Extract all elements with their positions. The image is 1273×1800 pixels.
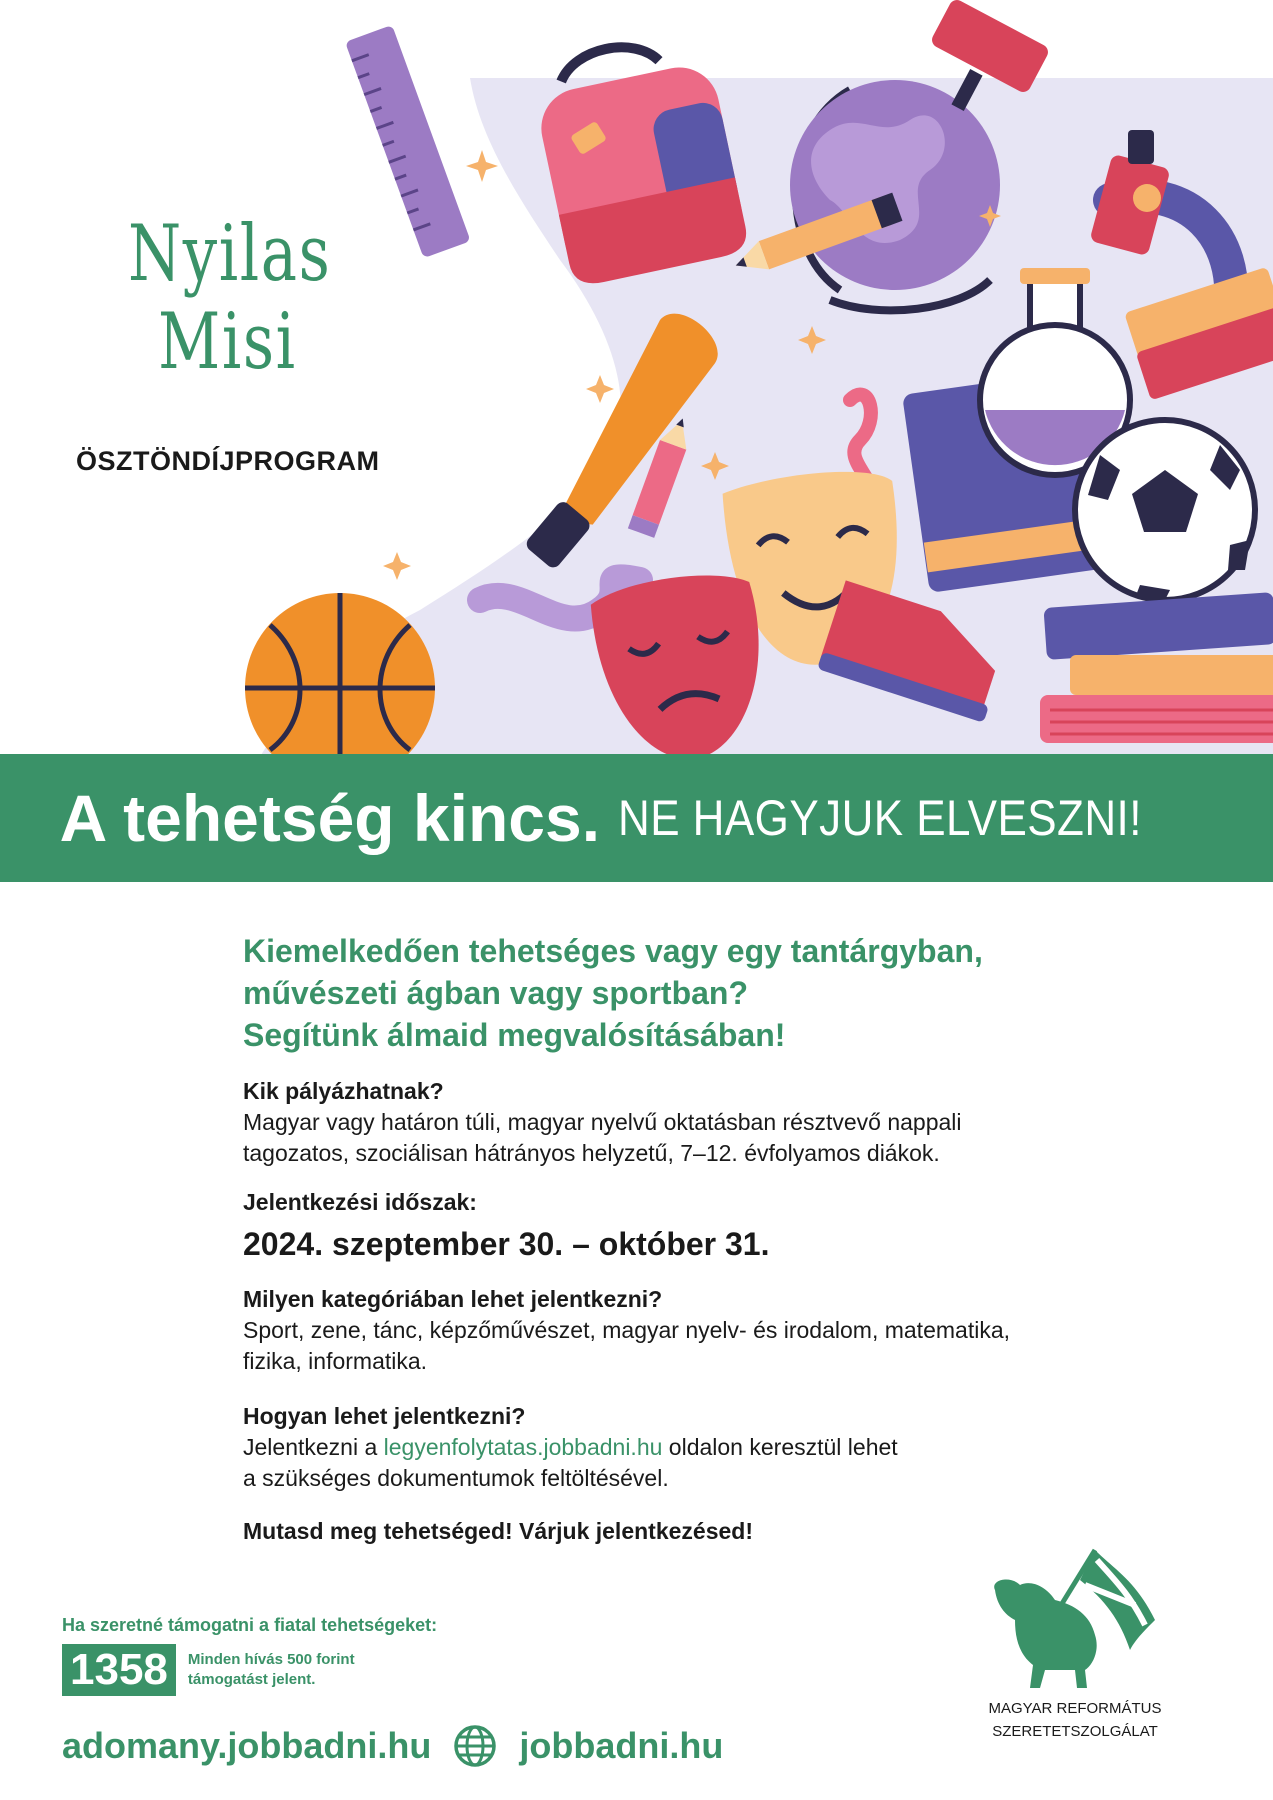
- website-links: [62, 1724, 723, 1768]
- donation-note: [188, 1650, 408, 1690]
- section-howto: [243, 1401, 1143, 1494]
- slogan-part1: A tehetség kincs.: [59, 781, 601, 855]
- section-categories: [243, 1284, 1143, 1377]
- period-date: 2024. szeptember 30. – október 31.: [243, 1226, 770, 1262]
- donation-phone-number[interactable]: 1358: [62, 1644, 176, 1696]
- donation-note-line1: Minden hívás 500 forint: [187, 1651, 355, 1668]
- headline: [243, 930, 1143, 1056]
- org-name-line1: MAGYAR REFORMÁTUS: [988, 1700, 1162, 1717]
- headline-line1: Kiemelkedően tehetséges vagy egy tantárgyban,: [243, 933, 983, 969]
- phone-row: [62, 1644, 622, 1696]
- soccer-ball-icon: [1075, 420, 1255, 600]
- organization-logo: [960, 1540, 1190, 1741]
- section-period: [243, 1187, 1143, 1266]
- headline-line3: Segítünk álmaid megvalósításában!: [243, 1017, 786, 1053]
- donation-box: [62, 1615, 622, 1696]
- howto-answer-line1: [243, 1432, 1143, 1463]
- program-logo: [76, 209, 428, 476]
- section-who: [243, 1076, 1143, 1169]
- lamb-flag-logo: [985, 1540, 1165, 1690]
- donation-url[interactable]: adomany.jobbadni.hu: [62, 1725, 432, 1766]
- howto-suffix: oldalon keresztül lehet: [668, 1434, 898, 1460]
- logo-title-line2: Misi: [158, 297, 297, 387]
- categories-question: Milyen kategóriában lehet jelentkezni?: [243, 1286, 663, 1312]
- logo-subtitle: ÖSZTÖNDÍJPROGRAM: [76, 446, 380, 476]
- closing-line: Mutasd meg tehetséged! Várjuk jelentkezésed!: [243, 1518, 753, 1544]
- howto-prefix: Jelentkezni a: [243, 1434, 378, 1460]
- application-link[interactable]: legyenfolytatas.jobbadni.hu: [383, 1434, 663, 1460]
- who-question: Kik pályázhatnak?: [243, 1078, 444, 1104]
- period-question: Jelentkezési időszak:: [243, 1189, 477, 1215]
- book-stack-icon: [1040, 592, 1273, 743]
- slogan-banner: [0, 754, 1273, 882]
- main-content: [243, 930, 1143, 1545]
- howto-answer-line2: a szükséges dokumentumok feltöltésével.: [243, 1465, 669, 1491]
- org-name-line2: SZERETETSZOLGÁLAT: [992, 1723, 1158, 1740]
- categories-answer-line2: fizika, informatika.: [243, 1348, 428, 1374]
- logo-title-line1: Nyilas: [128, 209, 332, 299]
- hero-illustration: [0, 0, 1273, 760]
- headline-line2: művészeti ágban vagy sportban?: [243, 975, 749, 1011]
- donation-title: Ha szeretné támogatni a fiatal tehetségeket:: [62, 1615, 438, 1635]
- web-globe-icon: [453, 1724, 497, 1768]
- main-url[interactable]: jobbadni.hu: [519, 1725, 724, 1766]
- slogan-part2: NE HAGYJUK ELVESZNI!: [618, 790, 1142, 846]
- donation-note-line2: támogatást jelent.: [187, 1671, 316, 1688]
- who-answer-line2: tagozatos, szociálisan hátrányos helyzetű, 7–12. évfolyamos diákok.: [243, 1140, 940, 1166]
- who-answer-line1: Magyar vagy határon túli, magyar nyelvű oktatásban résztvevő nappali: [243, 1109, 962, 1135]
- howto-question: Hogyan lehet jelentkezni?: [243, 1403, 526, 1429]
- categories-answer-line1: Sport, zene, tánc, képzőművészet, magyar nyelv- és irodalom, matematika,: [243, 1317, 1010, 1343]
